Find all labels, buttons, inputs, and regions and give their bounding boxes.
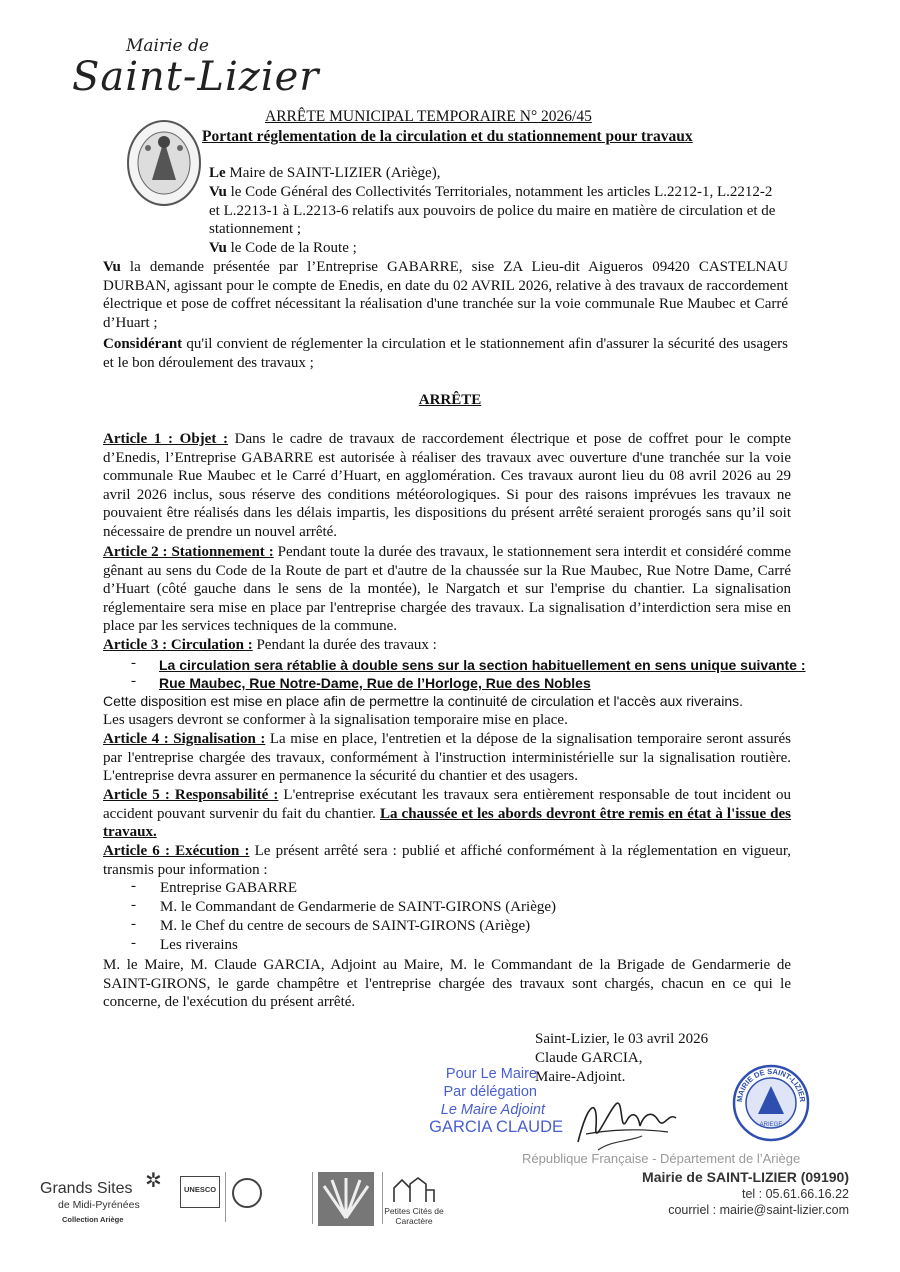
article-4-label: Article 4 : Signalisation : bbox=[103, 731, 266, 747]
scallop-shell-icon bbox=[318, 1172, 374, 1226]
town-seal-icon bbox=[124, 118, 204, 208]
article-3-line-4: Les usagers devront se conformer à la signalisation temporaire mise en place. bbox=[103, 712, 568, 728]
grands-sites-star-icon: ✲ bbox=[145, 1170, 162, 1192]
signature-name: Claude GARCIA, bbox=[535, 1050, 643, 1066]
article-1-label: Article 1 : Objet : bbox=[103, 431, 228, 447]
preamble-vu3-text: la demande présentée par l’Entreprise GABARRE, sise ZA Lieu-dit Aigueros 09420 CASTELNAU DURBAN, agissant pour le compte de Enedis, en date du 02 AVRIL 2026, relative à des travaux de raccordement électrique et pose de coffret nécessitant la réalisation d'une tranchée sur la voie communale Rue Maubec et Carré d’Huart ; bbox=[103, 259, 788, 331]
grands-sites-collection: Collection Ariège bbox=[62, 1215, 124, 1224]
mairie-seal-icon bbox=[732, 1064, 810, 1142]
preamble-le-text: Maire de SAINT-LIZIER (Ariège), bbox=[225, 165, 441, 181]
article-3 bbox=[103, 636, 437, 655]
article-1-text: Dans le cadre de travaux de raccordement électrique et pose de coffret pour le compte d’Enedis, l’Entreprise GABARRE est autorisée à réaliser des travaux avec ouverture d'une tranchée sur la voie communale Rue Maubec et le Carré d’Huart, en agglomération. Ces travaux auront lieu du 08 avril 2026 au 29 avril 2026 inclus, sous réserve des conditions météorologiques. Si pour des raisons imprévues les travaux ne pouvaient être réalisés dans les délais impartis, les dispositions du présent arrêté seraient prorogés sans qu’il soit nécessaire de prendre un nouvel arrêté. bbox=[103, 431, 791, 540]
mairie-logo bbox=[70, 34, 320, 104]
article-5-text: L'entreprise exécutant les travaux sera entièrement responsable de tout incident ou accident pouvant survenir du fait du chantier. bbox=[103, 787, 791, 822]
article-6-text: Le présent arrêté sera : publié et affiché conformément à la réglementation en vigueur, transmis pour information : bbox=[103, 843, 791, 878]
preamble-vu1-bold: Vu bbox=[209, 184, 227, 200]
preamble-vu3-bold: Vu bbox=[103, 259, 121, 275]
closing-paragraph: M. le Maire, M. Claude GARCIA, Adjoint au Maire, M. le Commandant de la Brigade de Gendarmerie de SAINT-GIRONS, le garde champêtre et l'entreprise chargée des travaux sont chargés, chacun en ce qui le concerne, de l'exécution du présent arrêté. bbox=[103, 957, 791, 1011]
stamp-line-2: Par délégation bbox=[443, 1084, 537, 1100]
preamble-vu2-text: le Code de la Route ; bbox=[226, 240, 357, 256]
list-dash: - bbox=[131, 897, 136, 913]
list-dash: - bbox=[131, 916, 136, 932]
footer-mairie: Mairie de SAINT-LIZIER (09190) bbox=[642, 1169, 849, 1185]
list-dash: - bbox=[131, 673, 136, 689]
preamble-cons-text: qu'il convient de réglementer la circulation et le stationnement afin d'assurer la sécurité des usagers et le bon déroulement des travaux ; bbox=[103, 336, 788, 371]
stamp-line-4: GARCIA CLAUDE bbox=[429, 1118, 563, 1136]
footer-divider bbox=[225, 1172, 226, 1222]
preamble-vu1-line2: et L.2213-1 à L.2213-6 relatifs aux pouvoirs de police du maire en matière de circulation et de bbox=[209, 202, 776, 219]
footer-tel: tel : 05.61.66.16.22 bbox=[741, 1187, 849, 1201]
footer-divider bbox=[312, 1172, 313, 1224]
seal-arc-text: MAIRIE DE SAINT-LIZIER bbox=[734, 1066, 808, 1103]
logo-small-text: Mairie de bbox=[126, 36, 209, 56]
article-5-label: Article 5 : Responsabilité : bbox=[103, 787, 279, 803]
footer-divider bbox=[382, 1172, 383, 1224]
preamble-vu2-bold: Vu bbox=[209, 240, 227, 256]
preamble-le-bold: Le bbox=[209, 165, 226, 181]
article-4-text: La mise en place, l'entretien et la dépose de la signalisation temporaire seront assurés par l'entreprise chargée des travaux, conformément à l'instruction interministérielle sur la signalisation routière. L'entreprise devra assurer en permanence la sécurité du chantier et des usagers. bbox=[103, 731, 791, 785]
preamble-vu1-line1: le Code Général des Collectivités Territoriales, notamment les articles L.2212-1, L.2212-2 bbox=[226, 184, 773, 200]
article-3-item-1: La circulation sera rétablie à double sens sur la section habituellement en sens unique suivante : bbox=[159, 657, 806, 673]
article-3-text: Pendant la durée des travaux : bbox=[252, 637, 437, 653]
grands-sites-subtitle: de Midi-Pyrénées bbox=[58, 1199, 140, 1211]
grands-sites-title: Grands Sites bbox=[40, 1180, 133, 1197]
seal-bottom-text: ARIEGE bbox=[759, 1122, 783, 1128]
logo-town-text: Saint-Lizier bbox=[72, 54, 320, 100]
preamble-considerant bbox=[103, 335, 788, 372]
article-3-item-2: Rue Maubec, Rue Notre-Dame, Rue de l’Horloge, Rue des Nobles bbox=[159, 675, 591, 691]
unesco-logo-icon bbox=[180, 1176, 220, 1208]
recipient-item: Entreprise GABARRE bbox=[160, 880, 298, 896]
preamble-vu-route bbox=[209, 239, 357, 258]
preamble-vu1-line3: stationnement ; bbox=[209, 221, 302, 238]
stamp-line-1: Pour Le Maire bbox=[445, 1066, 537, 1082]
preamble-cons-bold: Considérant bbox=[103, 336, 183, 352]
decree-heading: ARRÊTE bbox=[418, 392, 482, 408]
article-6 bbox=[103, 842, 791, 879]
article-2 bbox=[103, 543, 791, 636]
article-5 bbox=[103, 786, 791, 842]
article-2-label: Article 2 : Stationnement : bbox=[103, 544, 274, 560]
article-6-label: Article 6 : Exécution : bbox=[103, 843, 250, 859]
preamble-vu-cgct bbox=[209, 183, 775, 239]
list-dash: - bbox=[131, 655, 136, 671]
article-1 bbox=[103, 430, 791, 542]
footer-republique: République Française - Département de l’Ariège bbox=[522, 1151, 801, 1166]
article-5-bold: La chaussée et les abords devront être remis en état à l'issue des travaux. bbox=[103, 805, 791, 841]
article-4 bbox=[103, 730, 791, 786]
decree-title: ARRÊTE MUNICIPAL TEMPORAIRE N° 2026/45 bbox=[265, 108, 592, 125]
handwritten-signature-icon bbox=[568, 1092, 683, 1154]
stamp-line-3: Le Maire Adjoint bbox=[440, 1102, 545, 1118]
preamble-maire bbox=[209, 164, 440, 183]
signature-place-date: Saint-Lizier, le 03 avril 2026 bbox=[535, 1031, 709, 1047]
list-dash: - bbox=[131, 935, 136, 951]
article-3-label: Article 3 : Circulation : bbox=[103, 637, 253, 653]
signature-role: Maire-Adjoint. bbox=[535, 1069, 626, 1085]
recipient-item: M. le Commandant de Gendarmerie de SAINT-GIRONS (Ariège) bbox=[160, 899, 557, 915]
preamble-vu-demande bbox=[103, 258, 788, 332]
petites-cites-icon bbox=[392, 1176, 436, 1204]
compostela-logo-icon bbox=[232, 1178, 262, 1208]
article-3-line-3: Cette disposition est mise en place afin de permettre la continuité de circulation et l'accès aux riverains. bbox=[103, 693, 744, 709]
list-dash: - bbox=[131, 878, 136, 894]
recipient-item: Les riverains bbox=[160, 937, 238, 953]
unesco-logo-text: UNESCO bbox=[184, 1185, 217, 1194]
recipient-item: M. le Chef du centre de secours de SAINT-GIRONS (Ariège) bbox=[160, 918, 531, 934]
article-2-text: Pendant toute la durée des travaux, le stationnement sera interdit et considéré comme gênant au sens du Code de la Route de part et d'autre de la chaussée sur la Rue Maubec, Rue Notre Dame, Carré d’Huart (côté gauche dans le sens de la montée), le Nargatch et sur l'emprise du chantier. La signalisation réglementaire sera mise en place par l'entreprise chargée des travaux. La signalisation d’interdiction sera mise en place par les services techniques de la commune. bbox=[103, 544, 791, 635]
decree-subtitle: Portant réglementation de la circulation et du stationnement pour travaux bbox=[202, 128, 693, 145]
petites-cites-label: Petites Cités de Caractère bbox=[384, 1206, 444, 1226]
footer-courriel: courriel : mairie@saint-lizier.com bbox=[668, 1203, 849, 1217]
